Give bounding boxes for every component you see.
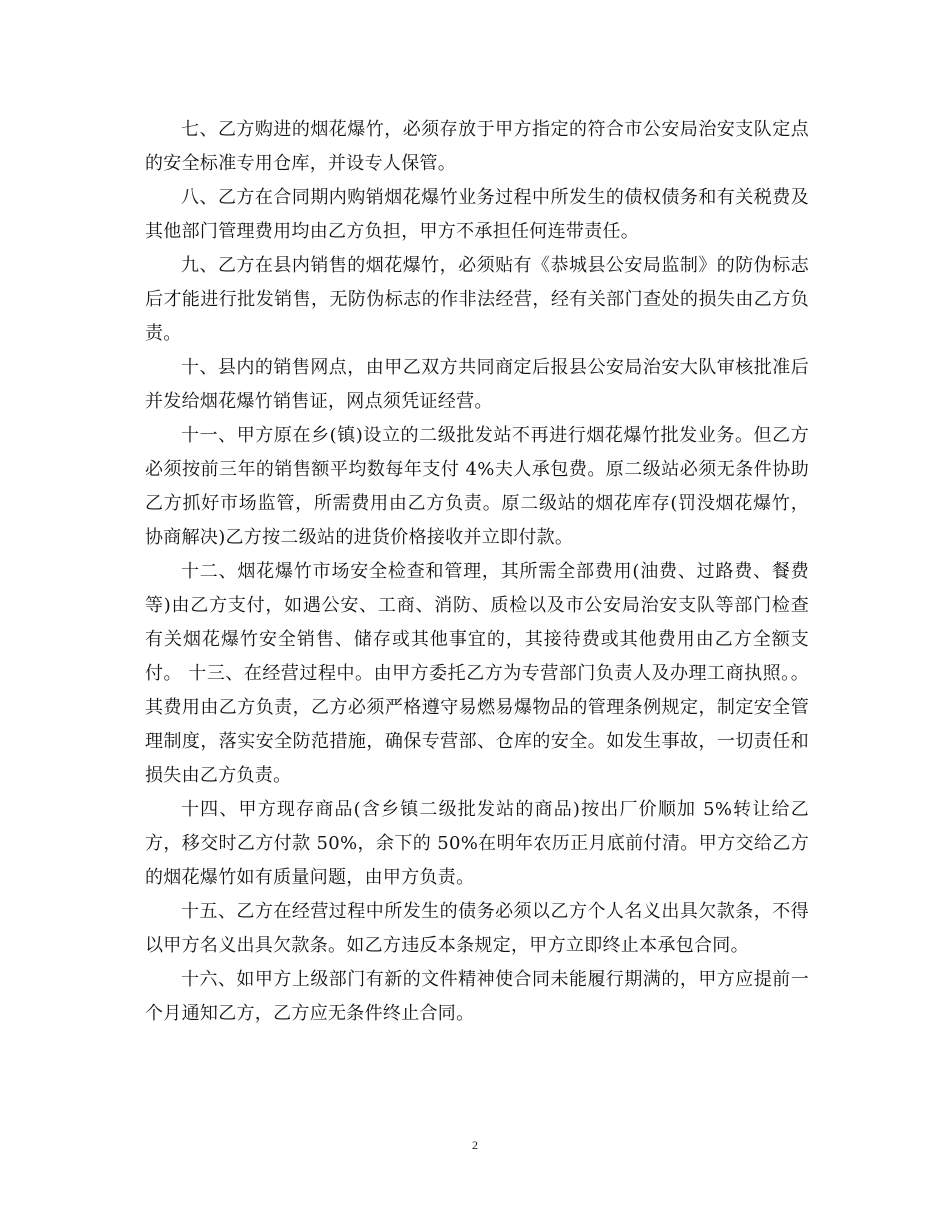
paragraph-12-13: 十二、烟花爆竹市场安全检查和管理，其所需全部费用(油费、过路费、餐费等)由乙方支付，如遇公安、工商、消防、质检以及市公安局治安支队等部门检查有关烟花爆竹安全销售、储存或其他事宜的，其接待费或其他费用由乙方全额支付。 十三、在经营过程中。由甲方委托乙方为专营部门负责人及办理工商执照。。其费用由乙方负责，乙方必须严格遵守易燃易爆物品的管理条例规定，制定安全管理制度，落实安全防范措施，确保专营部、仓库的安全。如发生事故，一切责任和损失由乙方负责。: [145, 561, 809, 786]
paragraph-7: 七、乙方购进的烟花爆竹，必须存放于甲方指定的符合市公安局治安支队定点的安全标准专用仓库，并设专人保管。: [145, 119, 809, 174]
document-body: [145, 113, 809, 1031]
paragraph-15: 十五、乙方在经营过程中所发生的债务必须以乙方个人名义出具欠款条，不得以甲方名义出具欠款条。如乙方违反本条规定，甲方立即终止本承包合同。: [145, 901, 809, 956]
paragraph-10: 十、县内的销售网点，由甲乙双方共同商定后报县公安局治安大队审核批准后并发给烟花爆竹销售证，网点须凭证经营。: [145, 357, 809, 412]
paragraph-14: 十四、甲方现存商品(含乡镇二级批发站的商品)按出厂价顺加 5%转让给乙方，移交时乙方付款 50%，余下的 50%在明年农历正月底前付清。甲方交给乙方的烟花爆竹如有质量问题，由甲方负责。: [145, 799, 809, 888]
page-number: 2: [472, 1138, 478, 1152]
paragraph-9: 九、乙方在县内销售的烟花爆竹，必须贴有《恭城县公安局监制》的防伪标志后才能进行批发销售，无防伪标志的作非法经营，经有关部门查处的损失由乙方负责。: [145, 255, 809, 344]
paragraph-11: 十一、甲方原在乡(镇)设立的二级批发站不再进行烟花爆竹批发业务。但乙方必须按前三年的销售额平均数每年支付 4%夫人承包费。原二级站必须无条件协助乙方抓好市场监管，所需费用由乙方负责。原二级站的烟花库存(罚没烟花爆竹，协商解决)乙方按二级站的进货价格接收并立即付款。: [145, 425, 809, 548]
paragraph-8: 八、乙方在合同期内购销烟花爆竹业务过程中所发生的债权债务和有关税费及其他部门管理费用均由乙方负担，甲方不承担任何连带责任。: [145, 187, 809, 242]
paragraph-16: 十六、如甲方上级部门有新的文件精神使合同未能履行期满的，甲方应提前一个月通知乙方，乙方应无条件终止合同。: [145, 969, 809, 1024]
